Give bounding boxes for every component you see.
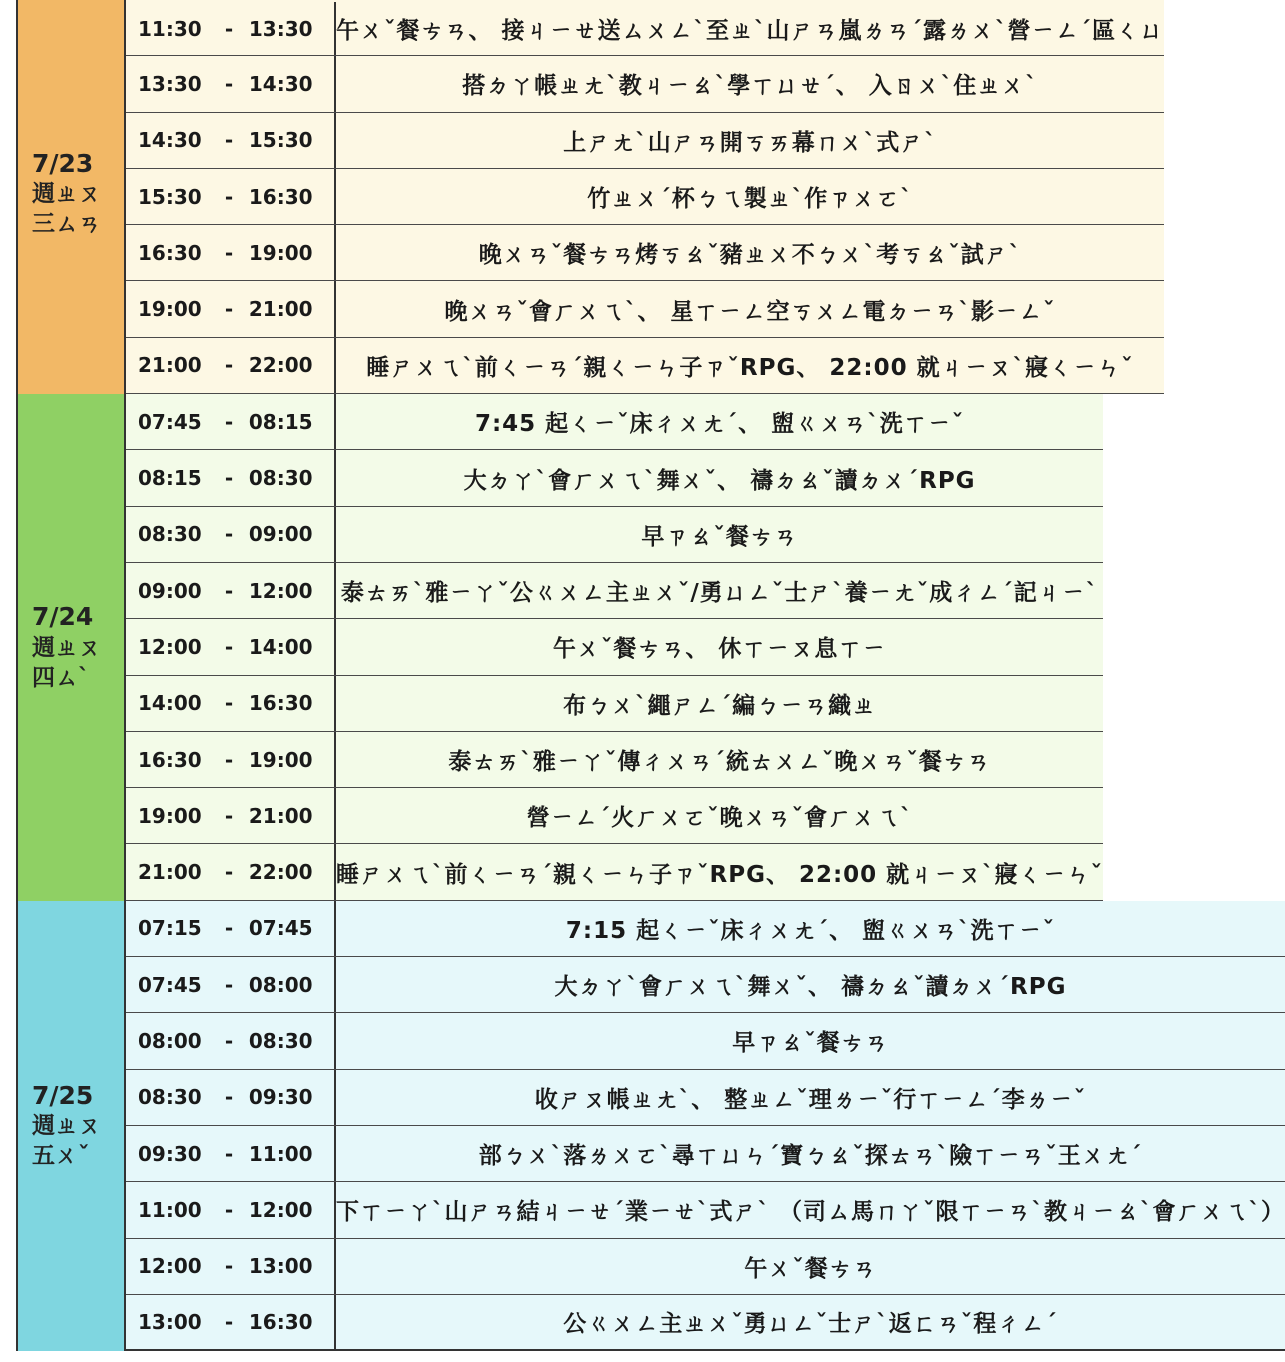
time-range xyxy=(126,169,336,224)
start-time: 11:30 xyxy=(138,16,202,41)
schedule-row xyxy=(126,1182,1285,1238)
time-range xyxy=(126,1126,336,1181)
time-range xyxy=(126,338,336,393)
activity: 7:45 起ㄑㄧˇ床ㄔㄨㄤˊ、 盥ㄍㄨㄢˋ洗ㄒㄧˇ xyxy=(474,411,965,438)
time-range xyxy=(126,225,336,280)
time-dash: - xyxy=(224,1085,234,1110)
day-label xyxy=(18,0,126,394)
activity: 晚ㄨㄢˇ會ㄏㄨㄟˋ、 星ㄒㄧㄥ空ㄎㄨㄥ電ㄉㄧㄢˋ影ㄧㄥˇ xyxy=(444,298,1056,325)
end-time: 19:00 xyxy=(248,747,313,772)
end-time: 09:00 xyxy=(248,522,313,547)
day-block xyxy=(16,394,1104,901)
time-dash: - xyxy=(224,1254,234,1279)
activity: 午ㄨˇ餐ㄘㄢ、 休ㄒㄧㄡ息ㄒㄧ xyxy=(552,636,887,663)
schedule-table xyxy=(16,0,1285,1351)
time-dash: - xyxy=(224,184,234,209)
time-dash: - xyxy=(224,353,234,378)
start-time: 08:15 xyxy=(138,466,202,491)
start-time: 13:00 xyxy=(138,1309,202,1334)
schedule-row xyxy=(126,563,1103,619)
day-block xyxy=(16,0,1165,394)
activity: 公ㄍㄨㄥ主ㄓㄨˇ勇ㄩㄥˇ士ㄕˋ返ㄈㄢˇ程ㄔㄥˊ xyxy=(563,1311,1058,1338)
time-range xyxy=(126,901,336,956)
activity: 竹ㄓㄨˊ杯ㄅㄟ製ㄓˋ作ㄗㄨㄛˋ xyxy=(587,186,913,213)
start-time: 14:30 xyxy=(138,128,202,153)
schedule-row xyxy=(126,844,1103,900)
day-weekday: 週ㄓㄡ 三ㄙㄢ xyxy=(32,181,101,238)
time-range xyxy=(126,450,336,505)
start-time: 08:30 xyxy=(138,522,202,547)
time-dash: - xyxy=(224,691,234,716)
start-time: 16:30 xyxy=(138,747,202,772)
time-dash: - xyxy=(224,240,234,265)
start-time: 12:00 xyxy=(138,634,202,659)
activity: 大ㄉㄚˋ會ㄏㄨㄟˋ舞ㄨˇ、 禱ㄉㄠˇ讀ㄉㄨˊRPG xyxy=(463,467,976,494)
day-rows xyxy=(126,394,1103,901)
time-range xyxy=(126,676,336,731)
time-range xyxy=(126,1295,336,1349)
start-time: 16:30 xyxy=(138,240,202,265)
time-range xyxy=(126,1182,336,1237)
start-time: 09:30 xyxy=(138,1141,202,1166)
time-range xyxy=(126,1013,336,1068)
time-range xyxy=(126,844,336,899)
end-time: 09:30 xyxy=(248,1085,313,1110)
time-dash: - xyxy=(224,1028,234,1053)
activity: 搭ㄉㄚ帳ㄓㄤˋ教ㄐㄧㄠˋ學ㄒㄩㄝˊ、 入ㄖㄨˋ住ㄓㄨˋ xyxy=(462,73,1038,100)
schedule-row xyxy=(126,507,1103,563)
time-range xyxy=(126,56,336,111)
end-time: 16:30 xyxy=(248,1309,313,1334)
activity: 下ㄒㄧㄚˋ山ㄕㄢ結ㄐㄧㄝˊ業ㄧㄝˋ式ㄕˋ （司ㄙ馬ㄇㄚˇ限ㄒㄧㄢˋ教ㄐㄧㄠˋ會ㄏㄨㄟˋ） xyxy=(336,1199,1285,1226)
schedule-row xyxy=(126,56,1164,112)
time-dash: - xyxy=(224,128,234,153)
time-range xyxy=(126,957,336,1012)
schedule-row xyxy=(126,281,1164,337)
time-range xyxy=(126,394,336,449)
activity: 泰ㄊㄞˋ雅ㄧㄚˇ公ㄍㄨㄥ主ㄓㄨˇ/勇ㄩㄥˇ士ㄕˋ養ㄧㄤˇ成ㄔㄥˊ記ㄐㄧˋ xyxy=(340,580,1099,607)
schedule-row xyxy=(126,1126,1285,1182)
time-dash: - xyxy=(224,578,234,603)
time-dash: - xyxy=(224,634,234,659)
end-time: 08:00 xyxy=(248,972,313,997)
start-time: 21:00 xyxy=(138,353,202,378)
end-time: 16:30 xyxy=(248,184,313,209)
activity: 收ㄕㄡ帳ㄓㄤˋ、 整ㄓㄥˇ理ㄌㄧˇ行ㄒㄧㄥˊ李ㄌㄧˇ xyxy=(534,1086,1087,1113)
start-time: 11:00 xyxy=(138,1197,202,1222)
time-dash: - xyxy=(224,916,234,941)
time-dash: - xyxy=(224,1309,234,1334)
schedule-row xyxy=(126,676,1103,732)
activity: 早ㄗㄠˇ餐ㄘㄢ xyxy=(732,1030,889,1057)
end-time: 11:00 xyxy=(248,1141,313,1166)
start-time: 09:00 xyxy=(138,578,202,603)
time-dash: - xyxy=(224,522,234,547)
start-time: 07:45 xyxy=(138,972,202,997)
activity: 營ㄧㄥˊ火ㄏㄨㄛˇ晚ㄨㄢˇ會ㄏㄨㄟˋ xyxy=(526,805,913,832)
time-range xyxy=(126,619,336,674)
schedule-row xyxy=(126,113,1164,169)
start-time: 12:00 xyxy=(138,1254,202,1279)
time-dash: - xyxy=(224,1141,234,1166)
end-time: 13:00 xyxy=(248,1254,313,1279)
day-date: 7/25 xyxy=(32,1080,94,1110)
end-time: 12:00 xyxy=(248,578,313,603)
start-time: 08:00 xyxy=(138,1028,202,1053)
day-label xyxy=(18,901,126,1351)
start-time: 07:45 xyxy=(138,409,202,434)
schedule-row xyxy=(126,225,1164,281)
activity: 上ㄕㄤˋ山ㄕㄢ開ㄎㄞ幕ㄇㄨˋ式ㄕˋ xyxy=(563,129,937,156)
end-time: 08:15 xyxy=(248,409,313,434)
time-dash: - xyxy=(224,860,234,885)
schedule-row xyxy=(126,619,1103,675)
schedule-row xyxy=(126,901,1285,957)
start-time: 07:15 xyxy=(138,916,202,941)
day-block xyxy=(16,901,1285,1351)
schedule-row xyxy=(126,1239,1285,1295)
end-time: 12:00 xyxy=(248,1197,313,1222)
time-dash: - xyxy=(224,16,234,41)
schedule-row xyxy=(126,169,1164,225)
schedule-row xyxy=(126,788,1103,844)
activity: 布ㄅㄨˋ繩ㄕㄥˊ編ㄅㄧㄢ織ㄓ xyxy=(563,692,877,719)
time-range xyxy=(126,281,336,336)
time-range xyxy=(126,788,336,843)
activity: 晚ㄨㄢˇ餐ㄘㄢ烤ㄎㄠˇ豬ㄓㄨ不ㄅㄨˋ考ㄎㄠˇ試ㄕˋ xyxy=(478,242,1022,269)
end-time: 22:00 xyxy=(248,860,313,885)
start-time: 19:00 xyxy=(138,297,202,322)
time-dash: - xyxy=(224,747,234,772)
schedule-row xyxy=(126,1295,1285,1351)
time-range xyxy=(126,1239,336,1294)
schedule-row xyxy=(126,732,1103,788)
day-weekday: 週ㄓㄡ 四ㄙˋ xyxy=(32,634,101,691)
time-dash: - xyxy=(224,803,234,828)
time-dash: - xyxy=(224,409,234,434)
end-time: 21:00 xyxy=(248,803,313,828)
activity: 睡ㄕㄨㄟˋ前ㄑㄧㄢˊ親ㄑㄧㄣ子ㄗˇRPG、 22:00 就ㄐㄧㄡˋ寢ㄑㄧㄣˇ xyxy=(336,861,1104,888)
end-time: 16:30 xyxy=(248,691,313,716)
time-range xyxy=(126,563,336,618)
start-time: 21:00 xyxy=(138,860,202,885)
day-rows xyxy=(126,901,1285,1351)
schedule-row xyxy=(126,1013,1285,1069)
day-rows xyxy=(126,0,1164,394)
time-dash: - xyxy=(224,297,234,322)
time-range xyxy=(126,732,336,787)
end-time: 14:00 xyxy=(248,634,313,659)
end-time: 13:30 xyxy=(248,16,313,41)
day-date: 7/24 xyxy=(32,602,94,632)
activity: 泰ㄊㄞˋ雅ㄧㄚˇ傳ㄔㄨㄢˊ統ㄊㄨㄥˇ晚ㄨㄢˇ餐ㄘㄢ xyxy=(448,749,991,775)
schedule-row xyxy=(126,957,1285,1013)
time-dash: - xyxy=(224,1197,234,1222)
end-time: 08:30 xyxy=(248,466,313,491)
start-time: 19:00 xyxy=(138,803,202,828)
start-time: 14:00 xyxy=(138,691,202,716)
activity: 部ㄅㄨˋ落ㄌㄨㄛˋ尋ㄒㄩㄣˊ寶ㄅㄠˇ探ㄊㄢˋ險ㄒㄧㄢˇ王ㄨㄤˊ xyxy=(478,1143,1143,1170)
start-time: 13:30 xyxy=(138,71,202,96)
day-weekday: 週ㄓㄡ 五ㄨˇ xyxy=(32,1113,101,1170)
end-time: 08:30 xyxy=(248,1028,313,1053)
activity: 7:15 起ㄑㄧˇ床ㄔㄨㄤˊ、 盥ㄍㄨㄢˋ洗ㄒㄧˇ xyxy=(565,917,1056,944)
time-dash: - xyxy=(224,71,234,96)
activity: 早ㄗㄠˇ餐ㄘㄢ xyxy=(641,523,798,550)
end-time: 14:30 xyxy=(248,71,313,96)
start-time: 08:30 xyxy=(138,1085,202,1110)
day-label xyxy=(18,394,126,901)
schedule-row xyxy=(126,450,1103,506)
end-time: 22:00 xyxy=(248,353,313,378)
activity: 睡ㄕㄨㄟˋ前ㄑㄧㄢˊ親ㄑㄧㄣ子ㄗˇRPG、 22:00 就ㄐㄧㄡˋ寢ㄑㄧㄣˇ xyxy=(366,354,1134,381)
time-range xyxy=(126,2,336,55)
end-time: 15:30 xyxy=(248,128,313,153)
time-range xyxy=(126,113,336,168)
schedule-row xyxy=(126,1070,1285,1126)
end-time: 07:45 xyxy=(248,916,313,941)
activity: 大ㄉㄚˋ會ㄏㄨㄟˋ舞ㄨˇ、 禱ㄉㄠˇ讀ㄉㄨˊRPG xyxy=(554,974,1067,1001)
time-dash: - xyxy=(224,466,234,491)
activity: 午ㄨˇ餐ㄘㄢ、 接ㄐㄧㄝ送ㄙㄨㄥˋ至ㄓˋ山ㄕㄢ嵐ㄌㄢˊ露ㄌㄨˋ營ㄧㄥˊ區ㄑㄩ xyxy=(336,18,1165,45)
end-time: 19:00 xyxy=(248,240,313,265)
end-time: 21:00 xyxy=(248,297,313,322)
time-dash: - xyxy=(224,972,234,997)
day-date: 7/23 xyxy=(32,148,94,178)
schedule-row xyxy=(126,338,1164,394)
activity: 午ㄨˇ餐ㄘㄢ xyxy=(744,1255,877,1282)
schedule-row xyxy=(126,0,1164,56)
start-time: 15:30 xyxy=(138,184,202,209)
time-range xyxy=(126,507,336,562)
schedule-row xyxy=(126,394,1103,450)
time-range xyxy=(126,1070,336,1125)
